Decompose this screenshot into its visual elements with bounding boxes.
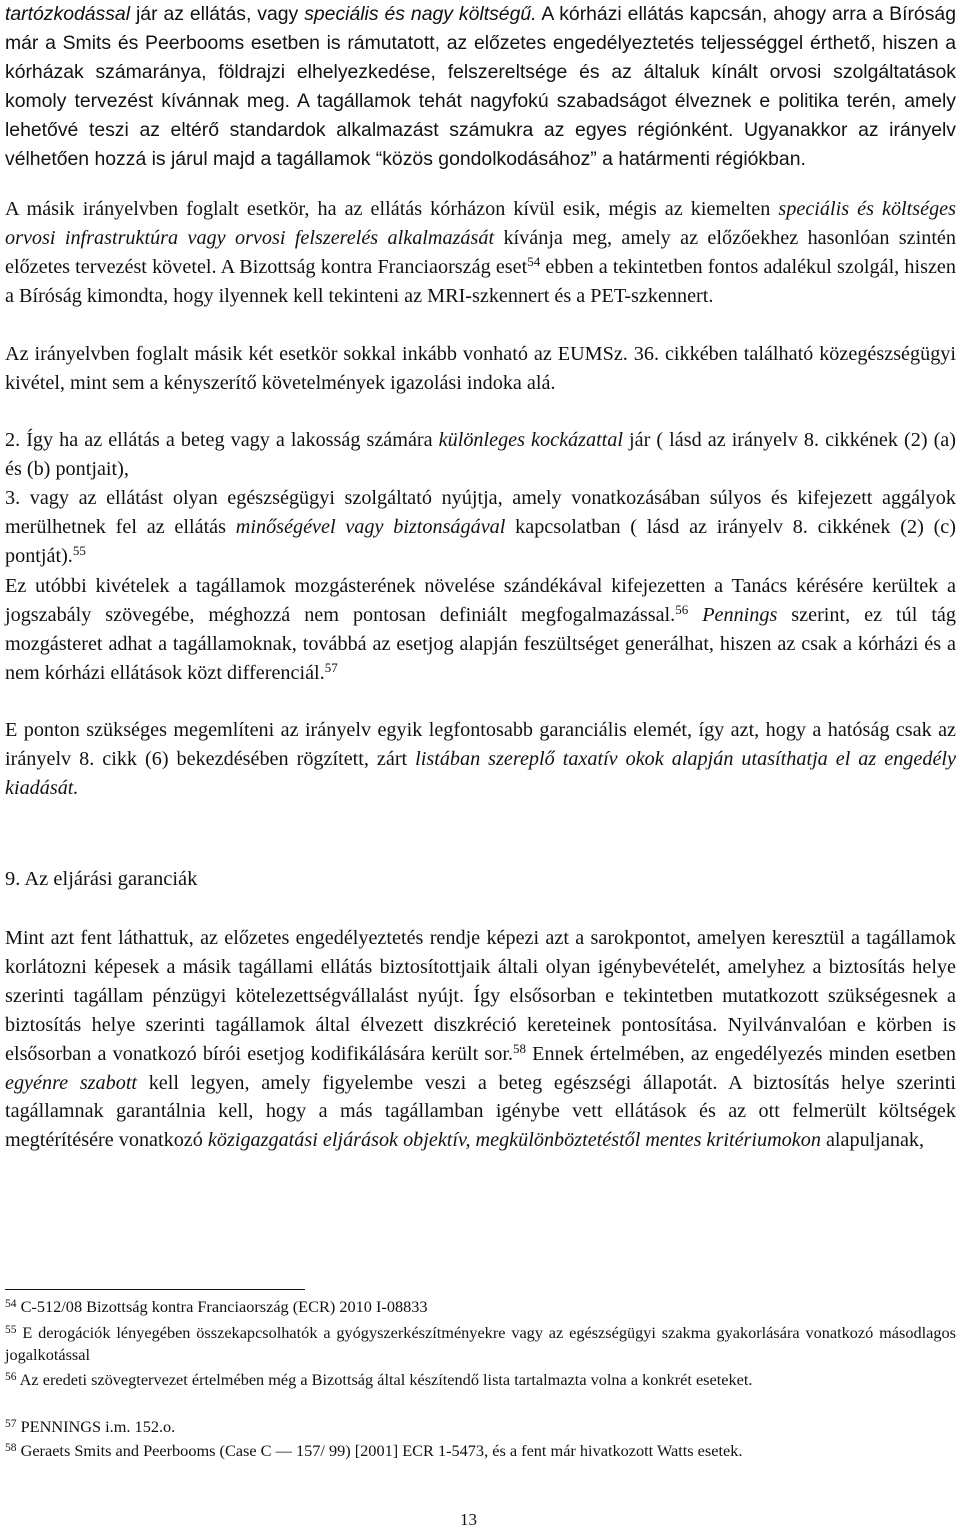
paragraph-other-case — [5, 195, 956, 311]
italic-text: listában szereplő taxatív okok alapján utasíthatja el az engedély kiadását. — [5, 747, 956, 799]
text-span: jár az ellátás, vagy — [130, 3, 305, 25]
footnote-ref-54: 54 — [527, 253, 541, 269]
italic-text: Pennings — [702, 603, 778, 626]
italic-text: speciális és költséges orvosi infrastruktúra vagy orvosi felszerelés alkalmazását — [5, 198, 956, 249]
footnote-text: PENNINGS i.m. 152.o. — [16, 1417, 176, 1436]
footnote-number: 58 — [5, 1442, 17, 1454]
text-span: Ennek értelmében, az engedélyezés minden esetben — [526, 1042, 956, 1065]
paragraph-hospital-care — [5, 0, 956, 173]
italic-text: tartózkodással — [5, 3, 131, 25]
footnote-separator — [5, 1289, 305, 1290]
paragraph-public-health: Az irányelvben foglalt másik két esetkör sokkal inkább vonható az EUMSz. 36. cikkében található közegészségügyi kivétel, mint sem a kényszerítő követelmények igazolási indoka alá. — [5, 343, 956, 394]
text-span: jár ( lásd az irányelv 8. cikkének (2) (a) és (b) pontjait), — [5, 429, 956, 480]
italic-text: különleges kockázattal — [438, 429, 623, 451]
footnote-58 — [5, 1440, 956, 1462]
footnote-text: Geraets Smits and Peerbooms (Case C — 157/ 99) [2001] ECR 1-5473, és a fent már hivatkozott Watts esetek. — [16, 1441, 743, 1460]
text-span: kapcsolatban ( lásd az irányelv 8. cikkének (2) (c) pontját). — [5, 515, 956, 567]
italic-text: minőségével vagy biztonságával — [235, 515, 506, 538]
text-span: alapuljanak, — [820, 1129, 925, 1152]
text-span: kell legyen, amely figyelembe veszi a beteg egészségi állapotát. A biztosítás helye szerinti tagállamnak garantálnia kell, hogy a más tagállamban igénybe vett ellátások és az ott felmerült költségek megtérítésére vonatkozó — [5, 1071, 956, 1152]
footnote-ref-57: 57 — [324, 659, 338, 675]
text-span: 3. vagy az ellátást olyan egészségügyi szolgáltató nyújtja, amely vonatkozásában súlyos és kifejezett aggályok merülhetnek fel az ellátás — [5, 487, 956, 538]
text-span: A másik irányelvben foglalt esetkör, ha az ellátás kórházon kívül esik, mégis az kiemelten — [5, 198, 779, 220]
section-heading: 9. Az eljárási garanciák — [5, 868, 198, 890]
footnote-text: C-512/08 Bizottság kontra Franciaország (ECR) 2010 I-08833 — [16, 1297, 428, 1316]
paragraph-point-3 — [5, 484, 956, 571]
paragraph-guarantee — [5, 716, 956, 803]
text-span: Mint azt fent láthattuk, az előzetes engedélyeztetés rendje képezi azt a sarokpontot, amelyen keresztül a tagállamok korlátozni képesek a másik tagállami ellátás biztosítottjaik általi olyan igénybevételét, amelyhez a biztosítás helye szerinti tagállam pénzügyi kötelezettségvállalást nyújt. Így elsősorban e tekintetben mutatkozott szükségesnek a biztosítás helye szerinti tagállamok által élvezett diszkréció kereteinek pontosítása. Nyilvánvalóan e körben is elsősorban a vonatkozó bírói esetjog kodifikálására került sor. — [5, 927, 956, 1065]
text-span: ebben a tekintetben fontos adalékul szolgál, hiszen a Bíróság kimondta, hogy ilyennek kell tekinteni az MRI-szkennert és a PET-szkennert. — [5, 255, 956, 307]
text-span: A kórházi ellátás kapcsán, ahogy arra a Bíróság már a Smits és Peerbooms esetben is rámutatott, az előzetes engedélyeztetés teljességgel érthető, hiszen a kórházak számaránya, földrajzi elhelyezkedése, felszereltsége és az általuk kínált orvosi szolgáltatások komoly tervezést kívánnak meg. A tagállamok tehát nagyfokú szabadságot élveznek e politika terén, amely lehetővé teszi az eltérő standardok alkalmazást számukra az egyes régiónként. Ugyanakkor az irányelv vélhetően hozzá is járul majd a tagállamok “közös gondolkodásához” a határmenti régiókban. — [5, 3, 956, 170]
text-span: kívánja meg, amely az előzőekhez hasonlóan szintén előzetes tervezést követel. A Bizottság kontra Franciaország eset — [5, 226, 956, 278]
footnote-56 — [5, 1369, 956, 1391]
footnote-ref-58: 58 — [513, 1040, 526, 1056]
footnote-number: 54 — [5, 1298, 17, 1310]
footnote-57 — [5, 1416, 956, 1438]
footnote-54 — [5, 1296, 956, 1318]
paragraph-procedural — [5, 924, 956, 1155]
footnote-ref-55: 55 — [72, 542, 86, 558]
footnote-number: 56 — [5, 1371, 17, 1383]
footnote-number: 57 — [5, 1418, 17, 1430]
footnote-text: Az eredeti szövegtervezet értelmében még a Bizottság által készítendő lista tartalmazta volna a konkrét eseteket. — [16, 1370, 753, 1389]
text-span: Ez utóbbi kivételek a tagállamok mozgásterének növelése szándékával kifejezetten a Tanács kérésére kerültek a jogszabály szövegébe, méghozzá nem pontosan definiált megfogalmazással. — [5, 575, 956, 626]
footnote-number: 55 — [5, 1324, 17, 1336]
page-number: 13 — [460, 1510, 477, 1529]
text-span: 2. Így ha az ellátás a beteg vagy a lakosság számára — [5, 429, 439, 451]
paragraph-exceptions — [5, 572, 956, 688]
footnote-text: E derogációk lényegében összekapcsolhatók a gyógyszerkészítményekre vagy az egészségügyi szakma gyakorlására vonatkozó másodlagos jogalkotással — [5, 1323, 956, 1364]
italic-text: közigazgatási eljárások objektív, megkülönböztetéstől mentes kritériumokon — [207, 1129, 821, 1152]
italic-text: egyénre szabott — [5, 1071, 138, 1094]
footnote-55 — [5, 1322, 956, 1365]
italic-text: speciális és nagy költségű. — [304, 3, 537, 25]
paragraph-point-2 — [5, 426, 956, 484]
text-span: E ponton szükséges megemlíteni az irányelv egyik legfontosabb garanciális elemét, így azt, hogy a hatóság csak az irányelv 8. cikk (6) bekezdésében rögzített, zárt — [5, 719, 956, 770]
text-span: szerint, ez túl tág mozgásteret adhat a tagállamoknak, továbbá az esetjog alapján feszültséget generálhat, hiszen az csak a kórházi és a nem kórházi ellátások közt differenciál. — [5, 603, 956, 684]
footnote-ref-56: 56 — [675, 601, 689, 617]
